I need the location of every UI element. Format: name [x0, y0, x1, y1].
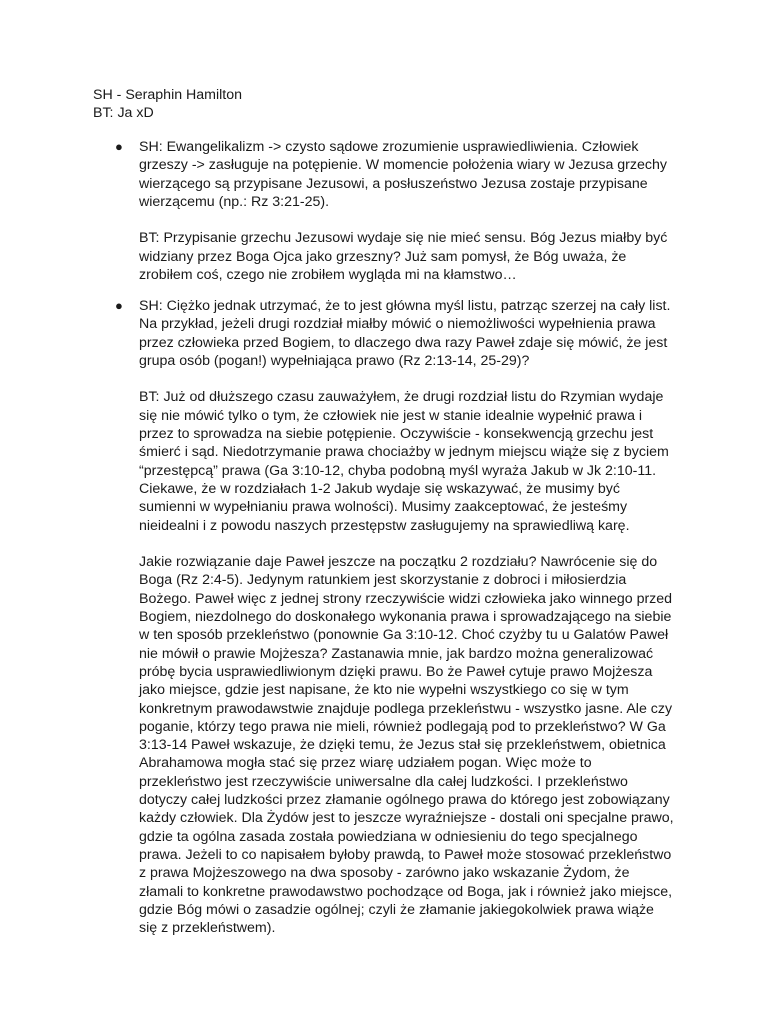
bt-continuation-paragraph [139, 553, 699, 937]
paragraph-line: nie mówił o prawie Mojżesza? Zastanawia mnie, jak bardzo można generalizować [139, 645, 654, 662]
paragraph-line: się nie mówić tylko o tym, że człowiek nie jest w stanie idealnie wypełnić prawa i [139, 407, 643, 424]
sh-paragraph [139, 138, 699, 211]
paragraph-line: Bożego. Paweł więc z jednej strony rzeczywiście widzi człowieka jako winnego przed [139, 590, 673, 607]
paragraph-line: wierzącemu (np.: Rz 3:21-25). [139, 193, 330, 210]
paragraph-line: konkretnym prawodawstwie znajduje podlega przekleństwu - wszystko jasne. Ale czy [139, 700, 673, 717]
paragraph-line: wierzącego są przypisane Jezusowi, a posłuszeństwo Jezusa zostaje przypisane [139, 175, 648, 192]
paragraph-line: nieidealni i z powodu naszych przestępstw zasługujemy na sprawiedliwą karę. [139, 517, 630, 534]
paragraph-line: Abrahamowa mogła stać się przez wiarę udziałem pogan. Więc może to [139, 755, 592, 772]
paragraph-line: widziany przez Boga Ojca jako grzeszny? Już sam pomysł, że Bóg uważa, że [139, 248, 627, 265]
paragraph-line: Jakie rozwiązanie daje Paweł jeszcze na początku 2 rozdziału? Nawrócenie się do [139, 554, 658, 571]
bullet-icon: ● [115, 298, 123, 313]
paragraph-line: przez to sprowadza na siebie potępienie. Oczywiście - konsekwencją grzechu jest [139, 426, 654, 443]
paragraph-line: poganie, którzy tego prawa nie mieli, również podlegają pod to przekleństwo? W Ga [139, 718, 666, 735]
paragraph-line: śmierć i sąd. Niedotrzymanie prawa chociażby w jednym miejscu wiąże się z byciem [139, 444, 669, 461]
paragraph-line: SH: Ciężko jednak utrzymać, że to jest główna myśl listu, patrząc szerzej na cały list. [139, 298, 671, 314]
paragraph-line: w ten sposób przekleństwo (ponownie Ga 3:10-12. Choć czyżby tu u Galatów Paweł [139, 627, 669, 644]
paragraph-spacer [139, 211, 699, 229]
paragraph-line: próbę bycia usprawiedliwionym dzięki prawu. Bo że Paweł cytuje prawo Mojżesza [139, 663, 653, 680]
paragraph-line: SH: Ewangelikalizm -> czysto sądowe zrozumienie usprawiedliwienia. Człowiek [139, 139, 639, 155]
sh-paragraph [139, 297, 699, 370]
paragraph-line: każdy człowiek. Dla Żydów jest to jeszcze wyraźniejsze - dostali oni specjalne prawo, [139, 810, 674, 827]
paragraph-spacer [139, 370, 699, 388]
document-header [93, 86, 242, 123]
paragraph-spacer [139, 535, 699, 553]
paragraph-line: BT: Już od dłuższego czasu zauważyłem, że drugi rozdział listu do Rzymian wydaje [139, 389, 664, 406]
bt-paragraph [139, 229, 699, 284]
paragraph-line: się z przekleństwem). [139, 920, 276, 937]
paragraph-line: “przestępcą” prawa (Ga 3:10-12, chyba podobną myśl wyraża Jakub w Jk 2:10-11. [139, 462, 657, 479]
header-line-bt: BT: Ja xD [93, 105, 154, 122]
header-line-sh: SH - Seraphin Hamilton [93, 87, 243, 103]
paragraph-line: grzeszy -> zasługuje na potępienie. W momencie położenia wiary w Jezusa grzechy [139, 157, 667, 174]
paragraph-line: BT: Przypisanie grzechu Jezusowi wydaje się nie mieć sensu. Bóg Jezus miałby być [139, 230, 668, 247]
paragraph-line: grupa osób (pogan!) wypełniająca prawo (Rz 2:13-14, 25-29)? [139, 352, 530, 369]
paragraph-line: gdzie ta ogólna zasada została powiedziana w odniesieniu do tego specjalnego [139, 828, 638, 845]
paragraph-line: Ciekawe, że w rozdziałach 1-2 Jakub wydaje się wskazywać, że musimy być [139, 480, 620, 497]
paragraph-line: złamali to konkretne prawodawstwo pochodzące od Boga, jak i również jako miejsce, [139, 883, 673, 900]
list-item-2 [115, 297, 699, 937]
paragraph-line: dotyczy całej ludzkości przez złamanie ogólnego prawa do którego jest zobowiązany [139, 792, 670, 809]
paragraph-line: Na przykład, jeżeli drugi rozdział miałby mówić o niemożliwości wypełnienia prawa [139, 316, 656, 333]
paragraph-line: przekleństwo jest rzeczywiście uniwersalne dla całej ludzkości. I przekleństwo [139, 773, 628, 790]
paragraph-line: sumienni w wypełnianiu prawa wolności). Musimy zaakceptować, że jesteśmy [139, 499, 628, 516]
paragraph-line: przez człowieka przed Bogiem, to dlaczego dwa razy Paweł zdaje się mówić, że jest [139, 334, 668, 351]
paragraph-line: 3:13-14 Paweł wskazuje, że dzięki temu, że Jezus stał się przekleństwem, obietnica [139, 737, 666, 754]
paragraph-line: prawa. Jeżeli to co napisałem byłoby prawdą, to Paweł może stosować przekleństwo [139, 846, 672, 863]
paragraph-line: z prawa Mojżeszowego na dwa sposoby - zarówno jako wskazanie Żydom, że [139, 865, 630, 882]
bullet-icon: ● [115, 139, 123, 154]
bt-paragraph [139, 388, 699, 534]
list-item-1 [115, 138, 699, 284]
paragraph-line: jako miejsce, gdzie jest napisane, że kto nie wypełni wszystkiego co się w tym [139, 682, 629, 699]
paragraph-line: Bogiem, niezdolnego do doskonałego wykonania prawa i sprowadzającego na siebie [139, 609, 672, 626]
paragraph-line: zrobiłem coś, czego nie zrobiłem wygląda mi na kłamstwo… [139, 267, 517, 284]
paragraph-line: gdzie Bóg mówi o zasadzie ogólnej; czyli że złamanie jakiegokolwiek prawa wiąże [139, 901, 654, 918]
paragraph-line: Boga (Rz 2:4-5). Jedynym ratunkiem jest skorzystanie z dobroci i miłosierdzia [139, 572, 627, 589]
